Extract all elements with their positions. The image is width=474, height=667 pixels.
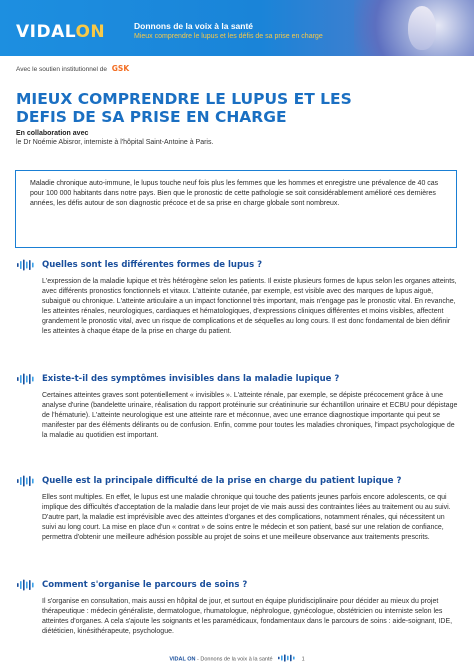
sponsor-line: [16, 64, 129, 73]
brand-accent: ON: [75, 22, 106, 42]
podcast-subtitle: Mieux comprendre le lupus et les défis de sa prise en charge: [134, 33, 323, 40]
section-invisible-symptoms: [16, 372, 460, 441]
gsk-logo: GSK: [111, 64, 130, 73]
section-title: Comment s'organise le parcours de soins ?: [42, 580, 248, 590]
section-lupus-forms: [16, 258, 460, 337]
section-header: [16, 258, 460, 272]
intro-box: [15, 170, 457, 248]
collaboration-text: le Dr Noémie Abisror, interniste à l'hôpital Saint-Antoine à Paris.: [16, 139, 214, 146]
section-header: [16, 474, 460, 488]
audio-wave-icon: [277, 652, 297, 666]
section-header: [16, 372, 460, 386]
audio-wave-icon: [16, 579, 38, 591]
section-title: Quelle est la principale difficulté de la prise en charge du patient lupique ?: [42, 476, 402, 486]
sponsor-text: Avec le soutien institutionnel de: [16, 66, 107, 73]
section-main-difficulty: [16, 474, 460, 543]
section-title: Quelles sont les différentes formes de lupus ?: [42, 260, 263, 270]
section-body: Elles sont multiples. En effet, le lupus est une maladie chronique qui touche des patients jeunes parfois encore adolescents, ce qui implique des difficultés d'acceptation de la maladie dans leur projet de vie mais aussi des contraintes liées au traitement ou au suivi. D'autre part, la maladie est imprévisible avec des atteintes d'organes et des complications, notamment rénales, qui nécessitent un suivi au long court. La mise en place d'un « contrat » de soins entre le médecin et son patient, basé sur une relation de confiance, permettra d'obtenir une meilleure adhésion possible au projet de soins et une meilleure observance aux traitements prescrits.: [42, 494, 451, 541]
header-banner: [0, 0, 474, 56]
audio-wave-icon: [16, 373, 38, 385]
page-footer: [0, 652, 474, 666]
intro-text: Maladie chronique auto-immune, le lupus touche neuf fois plus les femmes que les hommes et enregistre une prévalence de 40 cas pour 100 000 habitants dans notre pays. Bien que le pronostic de cette pathologie se soit considérablement amélioré ces dernières années, les défis autour de son diagnostic précoce et de sa prise en charge globale sont nombreux.: [30, 180, 439, 207]
vidal-on-logo: [16, 22, 105, 42]
audio-wave-icon: [16, 475, 38, 487]
section-care-pathway: [16, 578, 460, 637]
section-header: [16, 578, 460, 592]
face-illustration: [408, 6, 436, 50]
section-body: Il s'organise en consultation, mais aussi en hôpital de jour, et surtout en équipe pluridisciplinaire pour décider au mieux du projet thérapeutique : médecin généraliste, dermatologue, rhumatologue, néphrologue, gynécologue, obstétricien ou interniste selon les atteintes d'organes. A cela s'ajoute les soignants et les paramédicaux, fondamentaux dans le parcours de soins : aide-soignant, IDE, diététicien, kinésithérapeute, psychologue.: [42, 598, 453, 635]
footer-text: - Donnons de la voix à la santé: [197, 656, 273, 663]
audio-wave-icon: [16, 259, 38, 271]
podcast-title: Donnons de la voix à la santé: [134, 21, 254, 31]
page-title: MIEUX COMPRENDRE LE LUPUS ET LES DEFIS DE SA PRISE EN CHARGE: [16, 90, 352, 126]
brand-main: VIDAL: [16, 22, 76, 42]
section-body: Certaines atteintes graves sont potentiellement « invisibles ». L'atteinte rénale, par exemple, se dépiste précocement grâce à une analyse d'urine (bandelette urinaire, réalisation du rapport protéinurie sur créatininurie sur échantillon urinaire et ECBU pour dépistage de l'hématurie). L'atteinte neurologique est une atteinte rare et méconnue, avec une errance diagnostique importante qui peut se manifester par des éléments délirants ou de confusion. Enfin, comme pour toutes les maladies chroniques, l'impact psychologique de la maladie au quotidien est important.: [42, 392, 458, 439]
section-body: L'expression de la maladie lupique et très hétérogène selon les patients. Il existe plusieurs formes de lupus selon les organes atteints, avec différents pronostics fonctionnels et vitaux. L'atteinte cutanée, par exemple, est visible avec des marques de lupus aiguë, subaiguë ou chronique. L'atteinte articulaire a un impact fonctionnel très important, mais n'engage pas le pronostic vital. En revanche, les atteintes rénales, neurologiques, cardiaques et hématologiques, d'expressions cliniques différentes et moins visibles, affectent grandement le pronostic vital, avec un risque de complications et de séquelles au long cours. Il est donc fondamental de bien définir les atteintes à chaque étape de la prise en charge du patient.: [42, 278, 457, 335]
collaboration-heading: En collaboration avec: [16, 130, 89, 137]
footer-brand: VIDAL ON: [169, 656, 196, 663]
section-title: Existe-t-il des symptômes invisibles dans la maladie lupique ?: [42, 374, 340, 384]
page-number: 1: [301, 656, 305, 663]
